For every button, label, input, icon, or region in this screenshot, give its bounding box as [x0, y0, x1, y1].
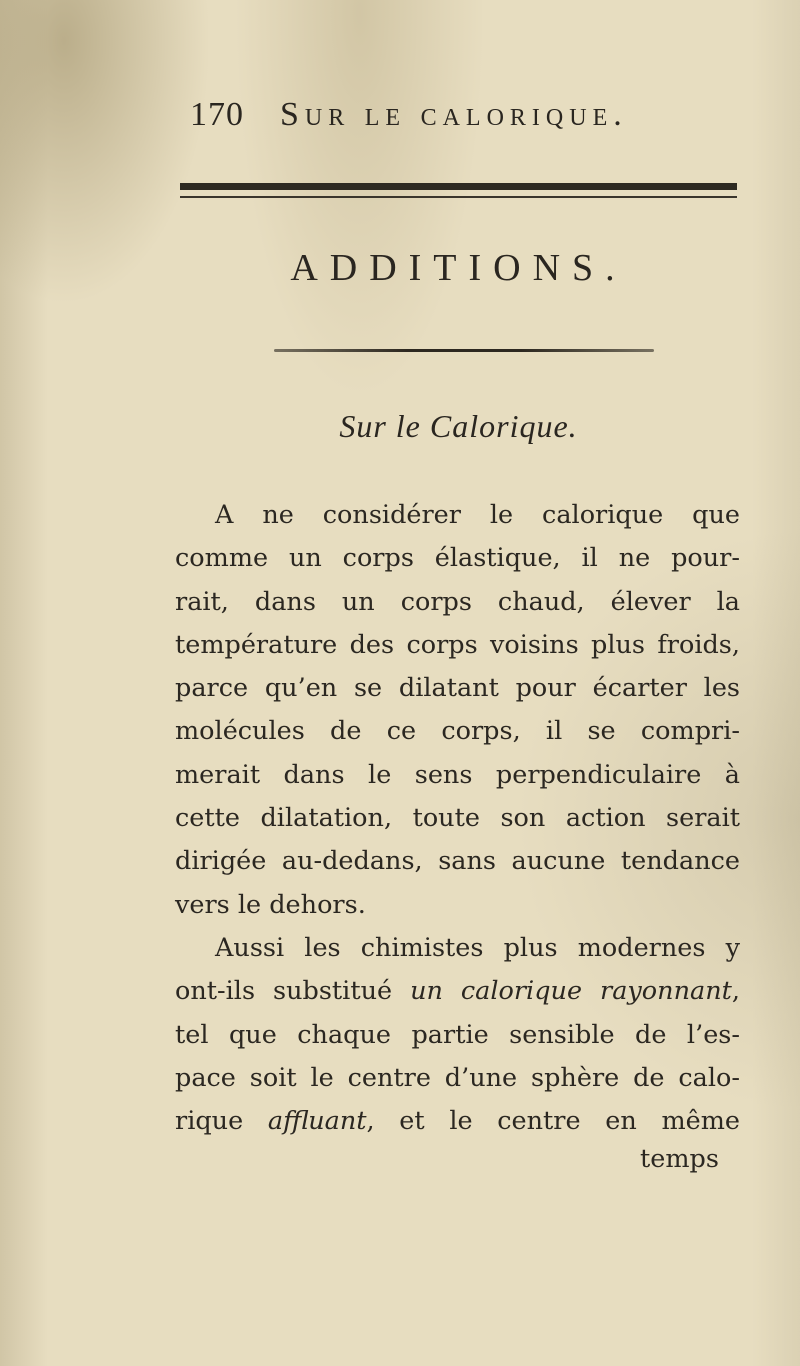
page-number: 170 [190, 96, 244, 133]
text-segment: , [731, 976, 740, 1007]
subtitle: Sur le Calorique. [339, 408, 578, 444]
header-rule-thin [180, 196, 737, 198]
italic-phrase: un calorique rayonnant [410, 976, 732, 1007]
text-line: molécules de ce corps, il se compri- [175, 716, 740, 747]
body-text [175, 494, 740, 1143]
text-segment: ont-ils substitué [175, 976, 411, 1007]
text-line: pace soit le centre d’une sphère de calo- [175, 1062, 740, 1093]
running-title: Sur le calorique. [280, 96, 628, 133]
italic-word: affluant [267, 1106, 367, 1137]
text-line: rait, dans un corps chaud, élever la [175, 586, 740, 617]
catchword: temps [640, 1144, 719, 1174]
text-line: cette dilatation, toute son action serait [175, 803, 740, 834]
section-divider [274, 349, 654, 352]
text-line: A ne considérer le calorique que [215, 500, 740, 530]
text-line: merait dans le sens perpendiculaire à [175, 759, 740, 790]
text-line: vers le dehors. [175, 889, 366, 920]
running-header [190, 96, 750, 146]
text-line [175, 970, 740, 1013]
text-line: dirigée au-dedans, sans aucune tendance [175, 846, 740, 877]
text-segment: rique [175, 1106, 268, 1137]
header-rule-thick [180, 183, 737, 190]
text-line: comme un corps élastique, il ne pour- [175, 543, 740, 574]
text-segment: , et le centre en même [366, 1106, 740, 1137]
text-line [175, 1100, 740, 1143]
text-line: tel que chaque partie sensible de l’es- [175, 1019, 740, 1050]
text-line: température des corps voisins plus froids, [175, 629, 740, 660]
text-line: Aussi les chimistes plus modernes y [215, 932, 740, 963]
text-line: parce qu’en se dilatant pour écarter les [175, 673, 740, 704]
section-title: ADDITIONS. [290, 247, 627, 289]
